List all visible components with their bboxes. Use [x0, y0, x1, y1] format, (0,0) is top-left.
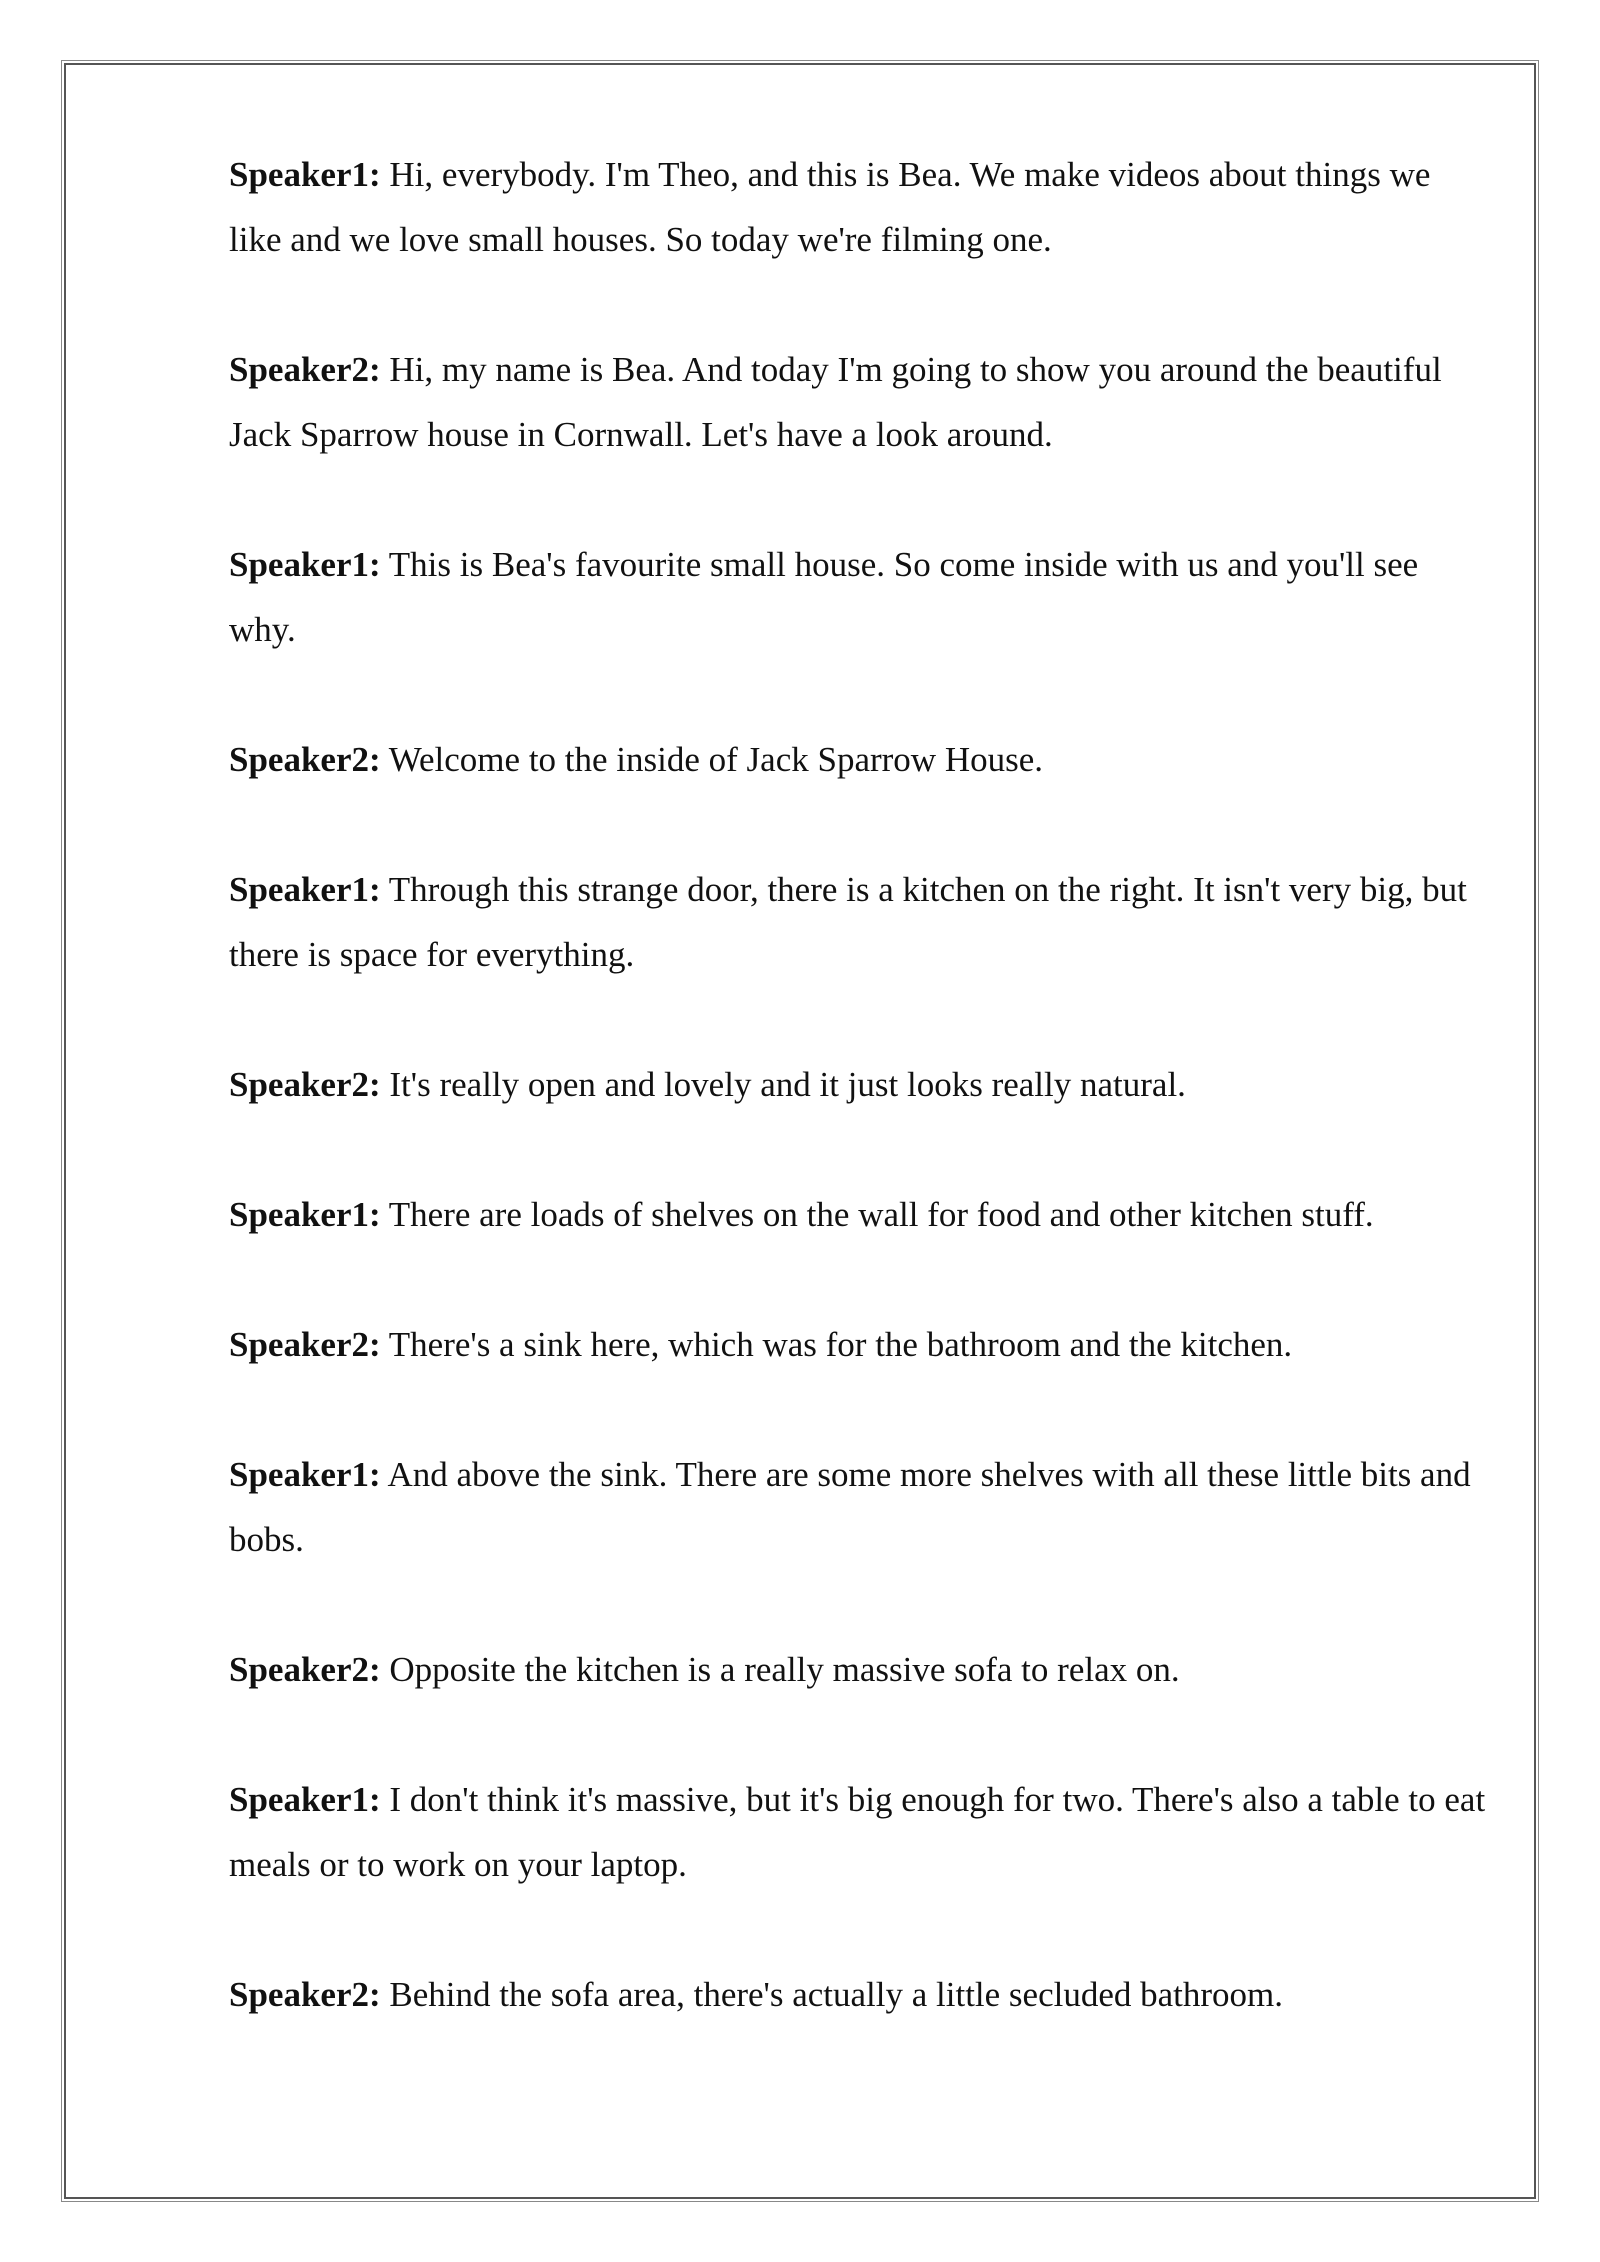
transcript-turn	[229, 857, 1489, 987]
speaker-label: Speaker1:	[229, 155, 381, 194]
speaker-label: Speaker2:	[229, 1065, 381, 1104]
utterance-text: This is Bea's favourite small house. So come inside with us and you'll see why.	[229, 545, 1419, 649]
speaker-label: Speaker1:	[229, 1780, 381, 1819]
utterance-text: Hi, everybody. I'm Theo, and this is Bea. We make videos about things we like and we love small houses. So today we're filming one.	[229, 155, 1431, 259]
speaker-label: Speaker2:	[229, 1325, 381, 1364]
transcript-turn	[229, 1767, 1489, 1897]
utterance-text: Hi, my name is Bea. And today I'm going to show you around the beautiful Jack Sparrow house in Cornwall. Let's have a look around.	[229, 350, 1442, 454]
transcript-turn	[229, 142, 1489, 272]
utterance-text: Behind the sofa area, there's actually a little secluded bathroom.	[389, 1975, 1284, 2014]
speaker-label: Speaker1:	[229, 1195, 381, 1234]
transcript-turn	[229, 1182, 1489, 1247]
utterance-text: It's really open and lovely and it just looks really natural.	[389, 1065, 1186, 1104]
speaker-label: Speaker2:	[229, 350, 381, 389]
speaker-label: Speaker1:	[229, 1455, 381, 1494]
speaker-label: Speaker2:	[229, 1650, 381, 1689]
transcript-turn	[229, 532, 1489, 662]
transcript-turn	[229, 1637, 1489, 1702]
speaker-label: Speaker1:	[229, 545, 381, 584]
transcript-turn	[229, 337, 1489, 467]
transcript-turn	[229, 1312, 1489, 1377]
utterance-text: And above the sink. There are some more shelves with all these little bits and bobs.	[229, 1455, 1471, 1559]
transcript-turn	[229, 1442, 1489, 1572]
speaker-label: Speaker1:	[229, 870, 381, 909]
utterance-text: There are loads of shelves on the wall for food and other kitchen stuff.	[388, 1195, 1374, 1234]
speaker-label: Speaker2:	[229, 1975, 381, 2014]
transcript-turn	[229, 727, 1489, 792]
transcript	[229, 142, 1489, 2092]
utterance-text: Opposite the kitchen is a really massive sofa to relax on.	[389, 1650, 1180, 1689]
utterance-text: I don't think it's massive, but it's big enough for two. There's also a table to eat meals or to work on your laptop.	[229, 1780, 1486, 1884]
utterance-text: Through this strange door, there is a kitchen on the right. It isn't very big, but there is space for everything.	[229, 870, 1467, 974]
utterance-text: There's a sink here, which was for the bathroom and the kitchen.	[388, 1325, 1293, 1364]
speaker-label: Speaker2:	[229, 740, 381, 779]
utterance-text: Welcome to the inside of Jack Sparrow House.	[388, 740, 1044, 779]
transcript-turn	[229, 1962, 1489, 2027]
transcript-turn	[229, 1052, 1489, 1117]
